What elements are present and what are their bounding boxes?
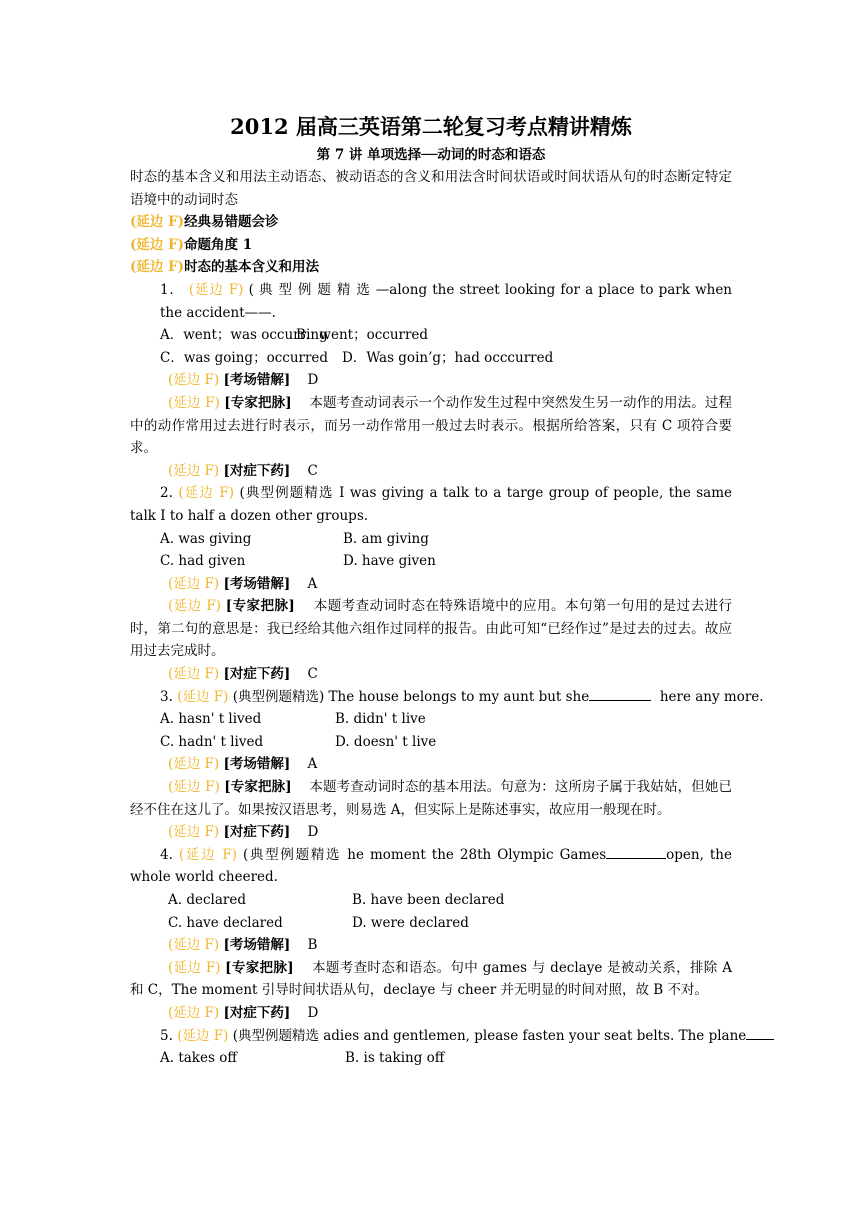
heading-angle: (延边 F)命题角度 1 xyxy=(130,236,253,253)
document-title: 2012 届高三英语第二轮复习考点精讲精炼 xyxy=(230,114,632,139)
question-2-remedy: (延边 F) [对症下药] C xyxy=(168,666,318,683)
question-4-error: (延边 F) [考场错解] B xyxy=(168,937,318,954)
question-1-options-row2: C．was going；occurred D．Was goin’g；had occcurred xyxy=(160,349,554,366)
question-1-stem: 1． (延边 F) ( 典 型 例 题 精 选 —along the street looking for a place to park when the accident——. xyxy=(160,281,732,321)
answer-blank xyxy=(606,846,666,859)
question-4-options-row1: A. declared B. have been declared xyxy=(168,892,505,908)
question-2-error: (延边 F) [考场错解] A xyxy=(168,575,318,592)
question-2-expert: (延边 F) [专家把脉] 本题考查动词时态在特殊语境中的应用。本句第一句用的是过去进行时，第二句的意思是：我已经给其他六组作过同样的报告。由此可知“已经作过”是过去的过去。故应用过去完成时。 xyxy=(130,598,732,660)
question-3-expert: (延边 F) [专家把脉] 本题考查动词时态的基本用法。句意为：这所房子属于我姑姑，但她已经不住在这儿了。如果按汉语思考，则易选 A，但实际上是陈述事实，故应用一般现在时。 xyxy=(130,779,732,818)
question-3-error: (延边 F) [考场错解] A xyxy=(168,756,318,773)
intro-paragraph: 时态的基本含义和用法主动语态、被动语态的含义和用法含时间状语或时间状语从句的时态断定特定语境中的动词时态 xyxy=(130,169,732,208)
question-5-stem: 5. (延边 F) (典型例题精选 adies and gentlemen, please fasten your seat belts. The plane xyxy=(130,1025,732,1048)
question-3-options-row2: C. hadn' t lived D. doesn' t live xyxy=(160,733,437,750)
question-2-options-row2: C. had given D. have given xyxy=(160,553,436,570)
document-page xyxy=(130,112,764,1070)
question-4-stem: 4. (延边 F) (典型例题精选 he moment the 28th Olympic Games open, the whole world cheered. xyxy=(130,846,732,886)
question-3-remedy: (延边 F) [对症下药] D xyxy=(168,824,319,841)
question-5-options-row1: A. takes off B. is taking off xyxy=(160,1050,445,1067)
heading-classic-errors: (延边 F)经典易错题会诊 xyxy=(130,214,279,231)
heading-topic: (延边 F)时态的基本含义和用法 xyxy=(130,259,320,276)
lesson-subtitle: 第 7 讲 单项选择──动词的时态和语态 xyxy=(316,147,546,163)
question-1-remedy: (延边 F) [对症下药] C xyxy=(168,462,318,479)
question-2-options-row1: A. was giving B. am giving xyxy=(160,530,429,547)
question-4-options-row2: C. have declared D. were declared xyxy=(168,914,469,931)
question-1-expert: (延边 F) [专家把脉] 本题考查动词表示一个动作发生过程中突然发生另一动作的用法。过程中的动作常用过去进行时表示，而另一动作常用一般过去时表示。根据所给答案，只有 C 项符合要求。 xyxy=(130,394,732,457)
question-1-error: (延边 F) [考场错解] D xyxy=(168,372,319,389)
answer-blank xyxy=(589,688,651,701)
question-2-stem: 2. (延边 F) (典型例题精选 I was giving a talk to a targe group of people, the same talk I to half a dozen other groups. xyxy=(130,485,733,524)
answer-blank xyxy=(746,1027,774,1040)
question-3-options-row1: A. hasn' t lived B. didn' t live xyxy=(160,711,426,728)
question-4-expert: (延边 F) [专家把脉] 本题考查时态和语态。句中 games 与 declaye 是被动关系，排除 A 和 C，The moment 引导时间状语从句，declaye 与 cheer 并无明显的时间对照，故 B 不对。 xyxy=(130,959,732,999)
question-3-stem: 3. (延边 F) (典型例题精选) The house belongs to my aunt but she here any more. xyxy=(160,688,764,705)
question-1-options-row1: A．went；was occurringB．went；occurred xyxy=(160,327,429,344)
question-4-remedy: (延边 F) [对症下药] D xyxy=(168,1004,319,1021)
